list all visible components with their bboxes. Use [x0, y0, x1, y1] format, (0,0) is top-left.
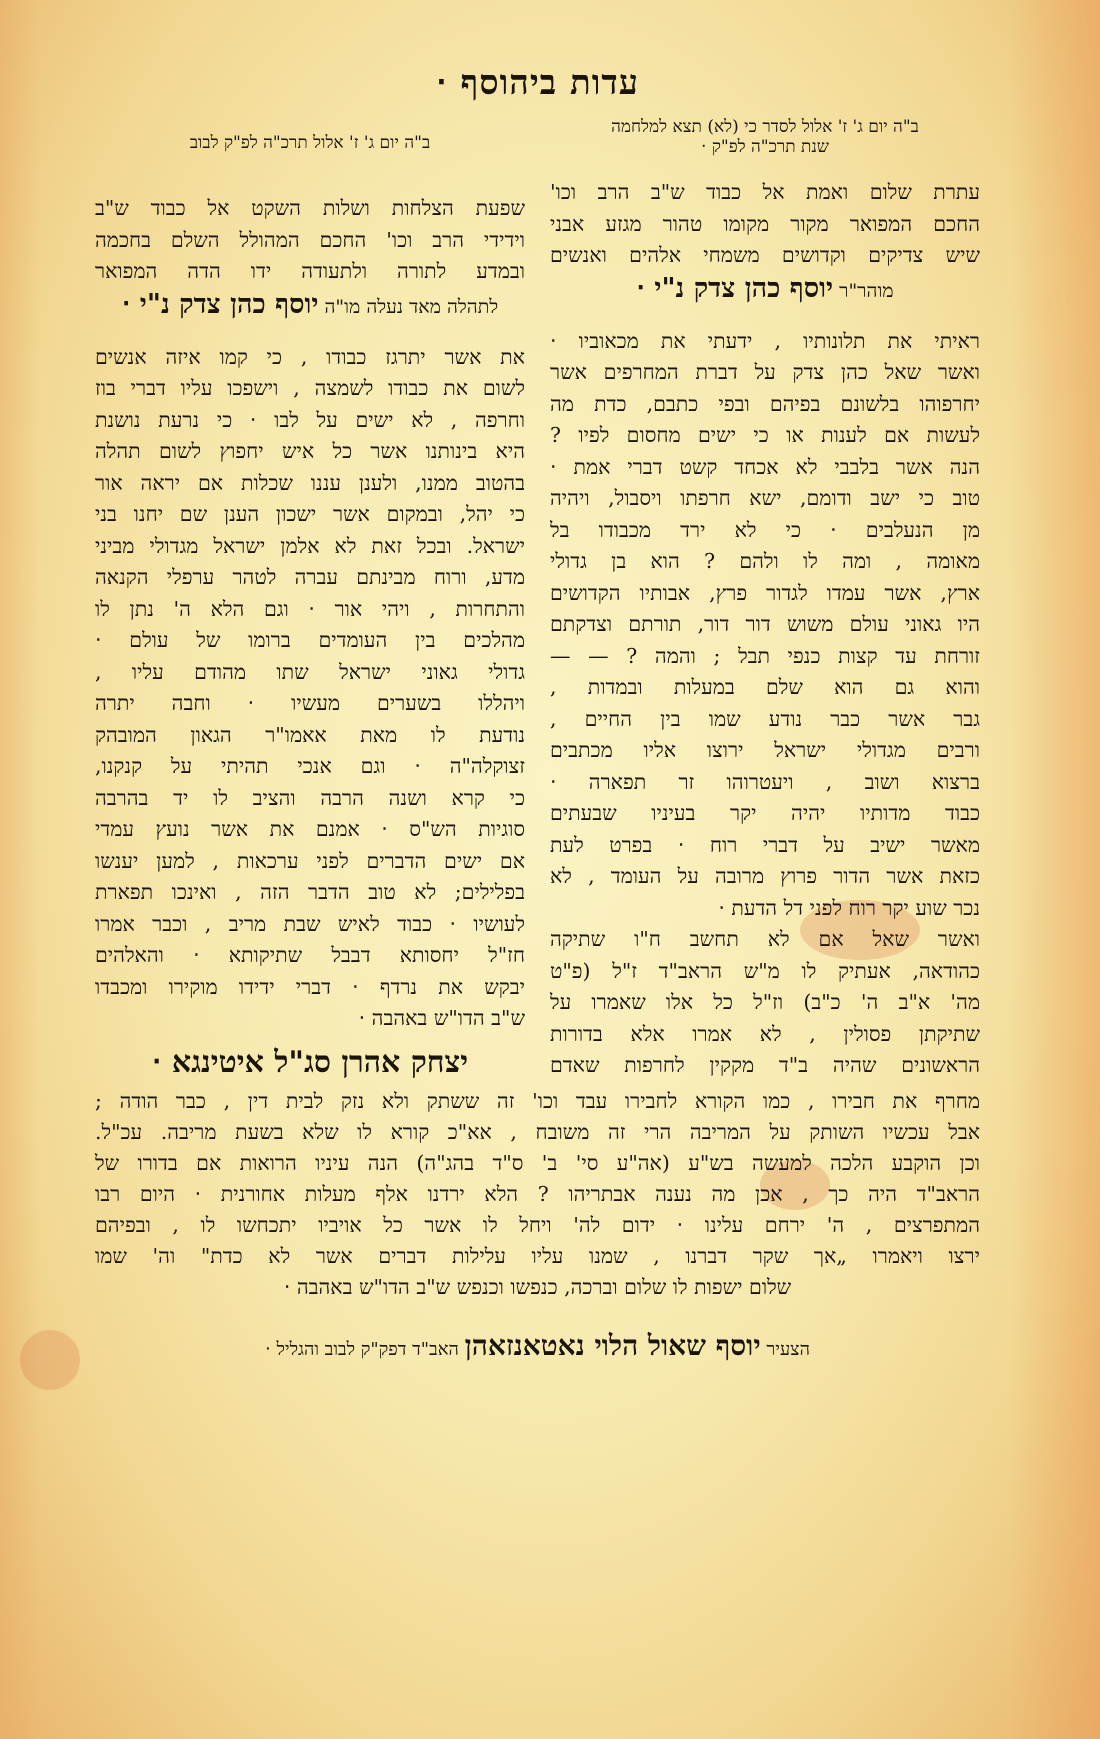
body-line: הראשונים שהיה ב"ד מקקין לחרפות שאדם [550, 1053, 980, 1077]
page-edge-shading-right [1010, 0, 1100, 1739]
body-line: חז"ל יחסותא דבבל שתיקותא ‧ והאלהים [95, 943, 525, 967]
body-line: גבר אשר כבר נודע שמו בין החיים , [550, 706, 980, 731]
body-line: מהלכים בין העומדים ברומו של עולם ‧ [95, 628, 525, 652]
addressee-prefix: מוהר"ר [839, 279, 894, 302]
greeting-line: ובמדע לתורה ולתעודה ידו הדה המפואר [95, 259, 525, 283]
body-line: טוב כי ישב ודומם, ישא חרפתו ויסבול, ויהיה [550, 486, 980, 510]
signature-title: האב"ד דפק"ק לבוב והגליל ‧ [265, 1338, 459, 1360]
right-column-letter [550, 117, 980, 1082]
body-line: מחרף את חבירו , כמו הקורא לחבירו עבד וכו' זה ששתק ולא נזק לבית דין , כבר הודה ; [95, 1088, 980, 1113]
body-line: ואשר שאל כהן צדק על דברת המחרפים אשר [550, 360, 980, 384]
body-line: אבל עכשיו השותק על המריבה הרי זה משובח , אא"כ קורא לו שלא בשעת מריבה. עכ"ל. [95, 1119, 980, 1144]
greeting-line: החכם המפואר מקור מקומו טהור מגזע אבני [550, 211, 980, 236]
body-line: זצוקלה"ה ‧ וגם אנכי תהיתי על קנקנו, [95, 754, 525, 778]
body-line: כהודאה, אעתיק לו מ"ש הראב"ד ז"ל (פ"ט [550, 958, 980, 983]
body-line: הנה אשר בלבבי לא אכחד קשט דברי אמת ‧ [550, 454, 980, 479]
body-line: מן הנעלבים ‧ כי לא ירד מכבודו בל [550, 517, 980, 542]
body-line: יבקש את נרדף ‧ דברי ידידו מוקירו ומכבדו [95, 974, 525, 999]
addressee-prefix: לתהלה מאד נעלה מו"ה [324, 295, 499, 318]
body-line: ירצו ויאמרו „אך שקר דברנו , שמנו עליו עלילות דברים אשר לא כדת" וה' שמו [95, 1243, 980, 1268]
body-line: לעושיו ‧ כבוד לאיש שבת מריב , וכבר אמרו [95, 911, 525, 936]
body-line: ישראל. ובכל זאת לא אלמן ישראל מגדולי מביני [95, 533, 525, 558]
body-line: היא בינותנו אשר כל איש יחפוץ לשום תהלה [95, 439, 525, 463]
left-column-letter [95, 117, 525, 1082]
greeting-line: עתרת שלום ואמת אל כבוד ש"ב הרב וכו' [550, 180, 980, 204]
body-line: כזאת אשר הדור פרוץ מרובה על העומד , לא [550, 864, 980, 888]
addressee-name: יוסף כהן צדק נ"י ‧ [121, 288, 319, 320]
body-line: סוגיות הש"ס ‧ אמנם את אשר נועץ עמדי [95, 817, 525, 841]
body-line: מדע, ורוח מבינתם עברה לטהר ערפלי הקנאה [95, 565, 525, 589]
body-line: ורבים מגדולי ישראל ירוצו אליו מכתבים [550, 738, 980, 762]
addressee [95, 288, 525, 324]
body-line: והתחרות , ויהי אור ‧ וגם הלא ה' נתן לו [95, 596, 525, 621]
left-dateline: ב"ה יום ג' ז' אלול תרכ"ה לפ"ק לבוב [189, 133, 431, 153]
body-line: ויהללו בשערים מעשיו ‧ וחבה יתרה [95, 691, 525, 715]
body-line: שלום ישפות לו שלום וברכה, כנפשו וכנפש ש"ב הדו"ש באהבה ‧ [283, 1274, 792, 1299]
body-line: מאומה , ומה לו ולהם ? הוא בן גדולי [550, 549, 980, 573]
body-line: לעשות אם לענות או כי ישים מחסום לפיו ? [550, 423, 980, 447]
body-line: כבוד מדותיו יהיה יקר בעיניו שבעתים [550, 801, 980, 825]
body-line: מה' א"ב ה' כ"ב) וז"ל כל אלו שאמרו על [550, 990, 980, 1014]
body-line: הראב"ד היה כך , אכן מה נענה אבתריהו ? הלא ירדנו אלף מעלות אחורנית ‧ היום רבו [95, 1181, 980, 1206]
right-dateline [550, 117, 980, 159]
body-line: מאשר ישיב על דברי רוח ‧ בפרט לעת [550, 832, 980, 857]
greeting-line: שיש צדיקים וקדושים משמחי אלהים ואנשים [550, 243, 980, 267]
body-line: ואשר שאל אם לא תחשב ח"ו שתיקה [550, 927, 980, 951]
body-line: ש"ב הדו"ש באהבה ‧ [358, 1006, 525, 1030]
body-line: היו גאוני עולם משוש דור דור, תורתם וצדקתם [550, 612, 980, 636]
full-width-continuation [95, 1086, 980, 1303]
body-line: וחרפה , לא ישים על לבו ‧ כי נרעת נושנת [95, 407, 525, 432]
body-line: ראיתי את תלונותיו , ידעתי את מכאוביו ‧ [550, 328, 980, 353]
page-title: עדות ביהוסף ‧ [435, 63, 640, 103]
left-signature: יצחק אהרן סג"ל איטינגא ‧ [151, 1044, 469, 1080]
body-line: כי קרא ושנה הרבה והציב לו יד בהרבה [95, 785, 525, 810]
body-line: בפלילים; לא טוב הדבר הזה , ואינכו תפארת [95, 880, 525, 904]
body-line: המתפרצים , ה' ירחם עלינו ‧ ידום לה' ויחל לו אשר כל אויביו יתכחשו לו , ובפיהם [95, 1212, 980, 1237]
body-line: את אשר יתרגז כבודו , כי קמו איזה אנשים [95, 344, 525, 369]
paper-stain [20, 1330, 80, 1390]
letter-body [550, 326, 980, 1082]
body-line: יחרפוהו בלשונם בפיהם ובפי כתבם, כדת מה [550, 391, 980, 416]
body-line: כי יהל, ובמקום אשר ישכון הענן שם יחנו בני [95, 502, 525, 526]
body-line: וכן הוקבע הלכה למעשה בש"ע (אה"ע סי' ב' ס"ד בהג"ה) הנה עיניו הרואות אם בדורו של [95, 1150, 980, 1175]
body-line: נכר שוע יקר רוח לפני דל הדעת ‧ [718, 895, 980, 920]
body-line: והוא גם הוא שלם במעלות ובמדות , [550, 675, 980, 699]
body-line: שתיקתן פסולין , לא אמרו אלא בדורות [550, 1021, 980, 1046]
body-line: ברצוא ושוב , ויעטרוהו זר תפארה ‧ [550, 769, 980, 794]
dateline-text: ב"ה יום ג' ז' אלול לסדר כי (לא) תצא למלחמה [611, 117, 919, 137]
page-edge-shading-left [0, 0, 40, 1739]
greeting-line: וידידי הרב וכו' החכם המהולל השלם בחכמה [95, 227, 525, 252]
body-line: גדולי גאוני ישראל שתו מהודם עליו , [95, 659, 525, 684]
two-column-layout [95, 117, 980, 1082]
final-signature [95, 1329, 980, 1363]
body-line: אם ישים הדברים לפני ערכאות , למען יענשו [95, 848, 525, 873]
document-page [95, 55, 980, 1363]
greeting-line: שפעת הצלחות ושלות השקט אל כבוד ש"ב [95, 196, 525, 220]
body-line: לשום את כבודו לשמצה , וישפכו עליו דברי בוז [95, 376, 525, 400]
signature-name: יוסף שאול הלוי נאטאנזאהן [464, 1328, 761, 1362]
dateline-text: שנת תרכ"ה לפ"ק ‧ [701, 137, 829, 157]
body-line: בהטוב ממנו, ולענן עננו שכלות אם יראה אור [95, 470, 525, 495]
addressee-name: יוסף כהן צדק נ"י ‧ [636, 272, 834, 304]
body-line: זורחת עד קצות כנפי תבל ; והמה ? — — [550, 643, 980, 668]
addressee [550, 272, 980, 308]
body-line: ארץ, אשר עמדו לגדור פרץ, אבותיו הקדושים [550, 580, 980, 605]
signature-prefix: הצעיר [766, 1338, 810, 1360]
body-line: נודעת לו מאת אאמו"ר הגאון המובהק [95, 722, 525, 747]
letter-body [95, 342, 525, 1035]
